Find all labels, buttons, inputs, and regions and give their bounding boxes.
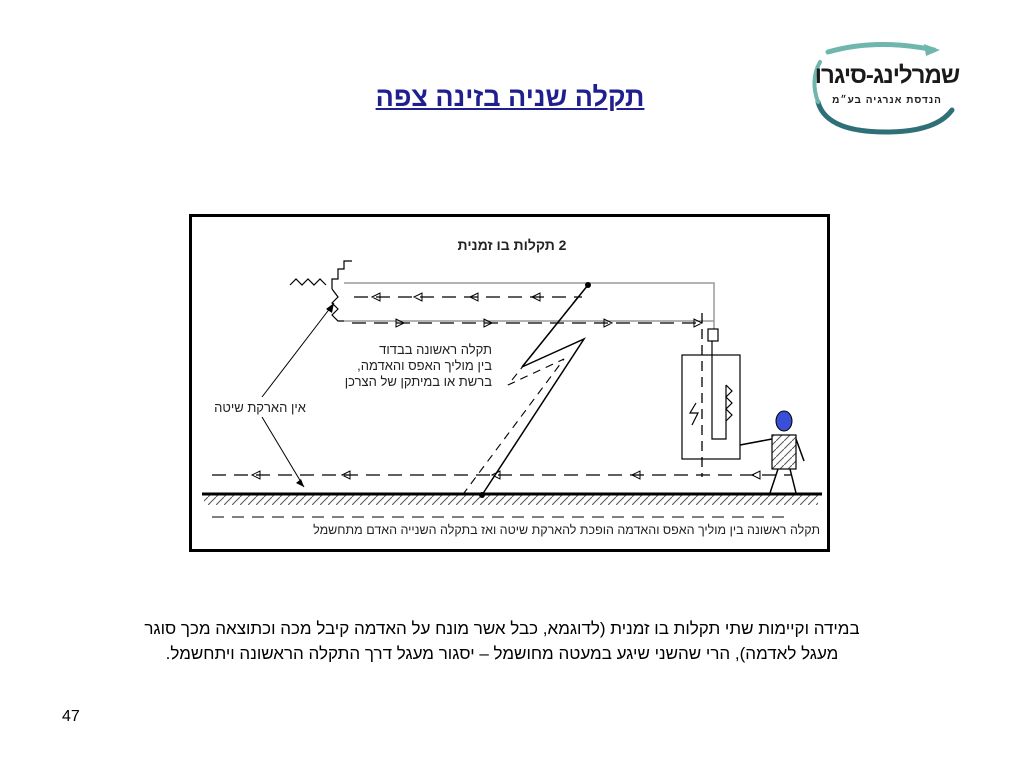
diagram-note-line: בין מוליך האפס והאדמה, [357, 358, 492, 373]
diagram-note-line: תקלה ראשונה בבדוד [379, 342, 492, 357]
ground-hatching [204, 495, 818, 505]
person-head-icon [776, 411, 792, 431]
slide-title: תקלה שניה בזינה צפה [375, 82, 645, 112]
fault-diagram [189, 214, 830, 552]
diagram-side-label: אין הארקת שיטה [214, 400, 306, 415]
logo-name: שמרלינג-סיגרו [814, 62, 960, 89]
diagram-note-line: ברשת או במיתקן של הצרכן [344, 374, 492, 389]
caption-line: מעגל לאדמה), הרי שהשני שיגע במעטה מחושמל – יסגור מעגל דרך התקלה הראשונה ויתחשמל. [165, 644, 839, 663]
slide-caption [40, 616, 964, 666]
logo-swoosh-icon [806, 40, 964, 140]
diagram-note [287, 342, 492, 390]
logo-tagline: הנדסת אנרגיה בע״מ [832, 95, 942, 106]
source-winding [290, 279, 326, 285]
fault-bolt [482, 285, 588, 495]
diagram-title: 2 תקלות בו זמנית [457, 237, 567, 253]
source-coil [332, 261, 352, 289]
phase-conductor [344, 283, 714, 329]
company-logo [806, 40, 964, 140]
caption-line: במידה וקיימות שתי תקלות בו זמנית (לדוגמא, כבל אשר מונח על האדמה קיבל מכה וכתוצאה מכך סוגר [144, 619, 860, 638]
page-number: 47 [62, 708, 80, 725]
diagram-bottom-label: תקלה ראשונה בין מוליך האפס והאדמה הופכת להארקת שיטה ואז בתקלה השנייה האדם מתחשמל [313, 523, 820, 537]
